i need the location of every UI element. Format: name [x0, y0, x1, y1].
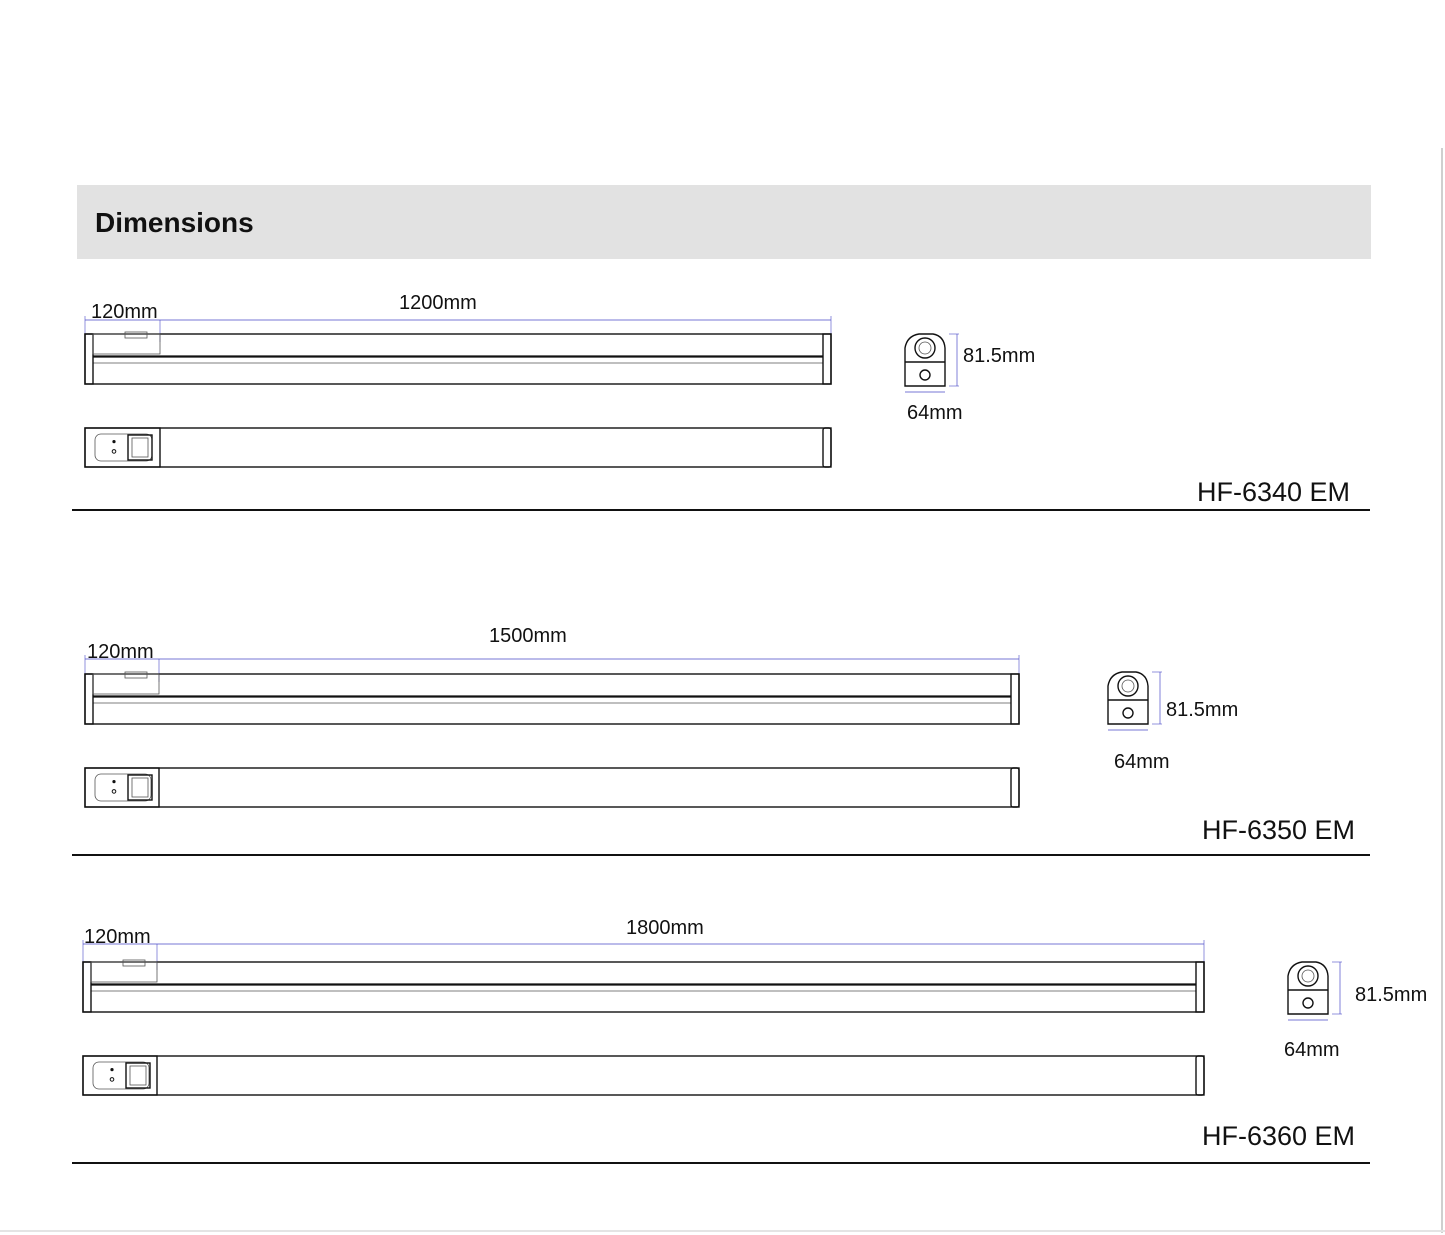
test-switch-inner [132, 438, 148, 457]
fixture-1-drawings [85, 316, 959, 467]
end-view-tube-inner [1122, 680, 1134, 692]
fixture-2-drawings [85, 655, 1162, 807]
width-label-3: 64mm [1284, 1039, 1340, 1061]
indicator-led-icon [112, 440, 115, 443]
length-label-1: 1200mm [399, 292, 477, 314]
end-cap-label-3: 120mm [84, 926, 151, 948]
side-view-body [85, 334, 831, 384]
width-label-1: 64mm [907, 402, 963, 424]
front-view-right-cap [823, 428, 831, 467]
side-view-bracket [125, 672, 147, 678]
divider-3 [72, 1162, 1370, 1164]
end-cap-label-2: 120mm [87, 641, 154, 663]
height-label-2: 81.5mm [1166, 699, 1239, 721]
front-view-right-cap [1196, 1056, 1204, 1095]
side-view-bracket [125, 332, 147, 338]
end-view-tube-inner [919, 342, 931, 354]
side-view-right-cap [1196, 962, 1204, 1012]
side-view-left-cap [85, 334, 93, 384]
fixture-3-drawings [83, 940, 1342, 1095]
page-edge-right [1441, 148, 1443, 1233]
side-view-emergency-module [93, 674, 159, 694]
front-view-right-cap [1011, 768, 1019, 807]
end-view-tube-icon [915, 338, 935, 358]
end-cap-label-1: 120mm [91, 301, 158, 323]
model-label-1: HF-6340 EM [1197, 477, 1351, 507]
indicator-led-icon [110, 1068, 113, 1071]
divider-2 [72, 854, 1370, 856]
model-label-3: HF-6360 EM [1202, 1121, 1356, 1151]
end-view-mount-hole [1123, 708, 1133, 718]
indicator-led-icon [112, 780, 115, 783]
side-view-body [85, 674, 1019, 724]
side-view-left-cap [85, 674, 93, 724]
length-label-3: 1800mm [626, 917, 704, 939]
test-switch-inner [130, 1066, 146, 1085]
page-edge-bottom [0, 1230, 1445, 1232]
side-view-emergency-module [93, 334, 160, 354]
side-view-right-cap [823, 334, 831, 384]
end-view-tube-icon [1118, 676, 1138, 696]
indicator-led-icon [112, 790, 116, 794]
divider-1 [72, 509, 1370, 511]
indicator-led-icon [110, 1078, 114, 1082]
end-view-mount-hole [1303, 998, 1313, 1008]
front-view-body [83, 1056, 1204, 1095]
model-label-2: HF-6350 EM [1202, 815, 1356, 845]
front-view-body [85, 768, 1019, 807]
length-label-2: 1500mm [489, 625, 567, 647]
height-label-1: 81.5mm [963, 345, 1036, 367]
end-view-tube-icon [1298, 966, 1318, 986]
side-view-emergency-module [91, 962, 157, 982]
page-title: Dimensions [95, 207, 254, 238]
end-view-mount-hole [920, 370, 930, 380]
side-view-bracket [123, 960, 145, 966]
end-view-tube-inner [1302, 970, 1314, 982]
front-view-body [85, 428, 831, 467]
side-view-body [83, 962, 1204, 1012]
width-label-2: 64mm [1114, 751, 1170, 773]
side-view-right-cap [1011, 674, 1019, 724]
indicator-led-icon [112, 450, 116, 454]
height-label-3: 81.5mm [1355, 984, 1428, 1006]
side-view-left-cap [83, 962, 91, 1012]
test-switch-inner [132, 778, 148, 797]
